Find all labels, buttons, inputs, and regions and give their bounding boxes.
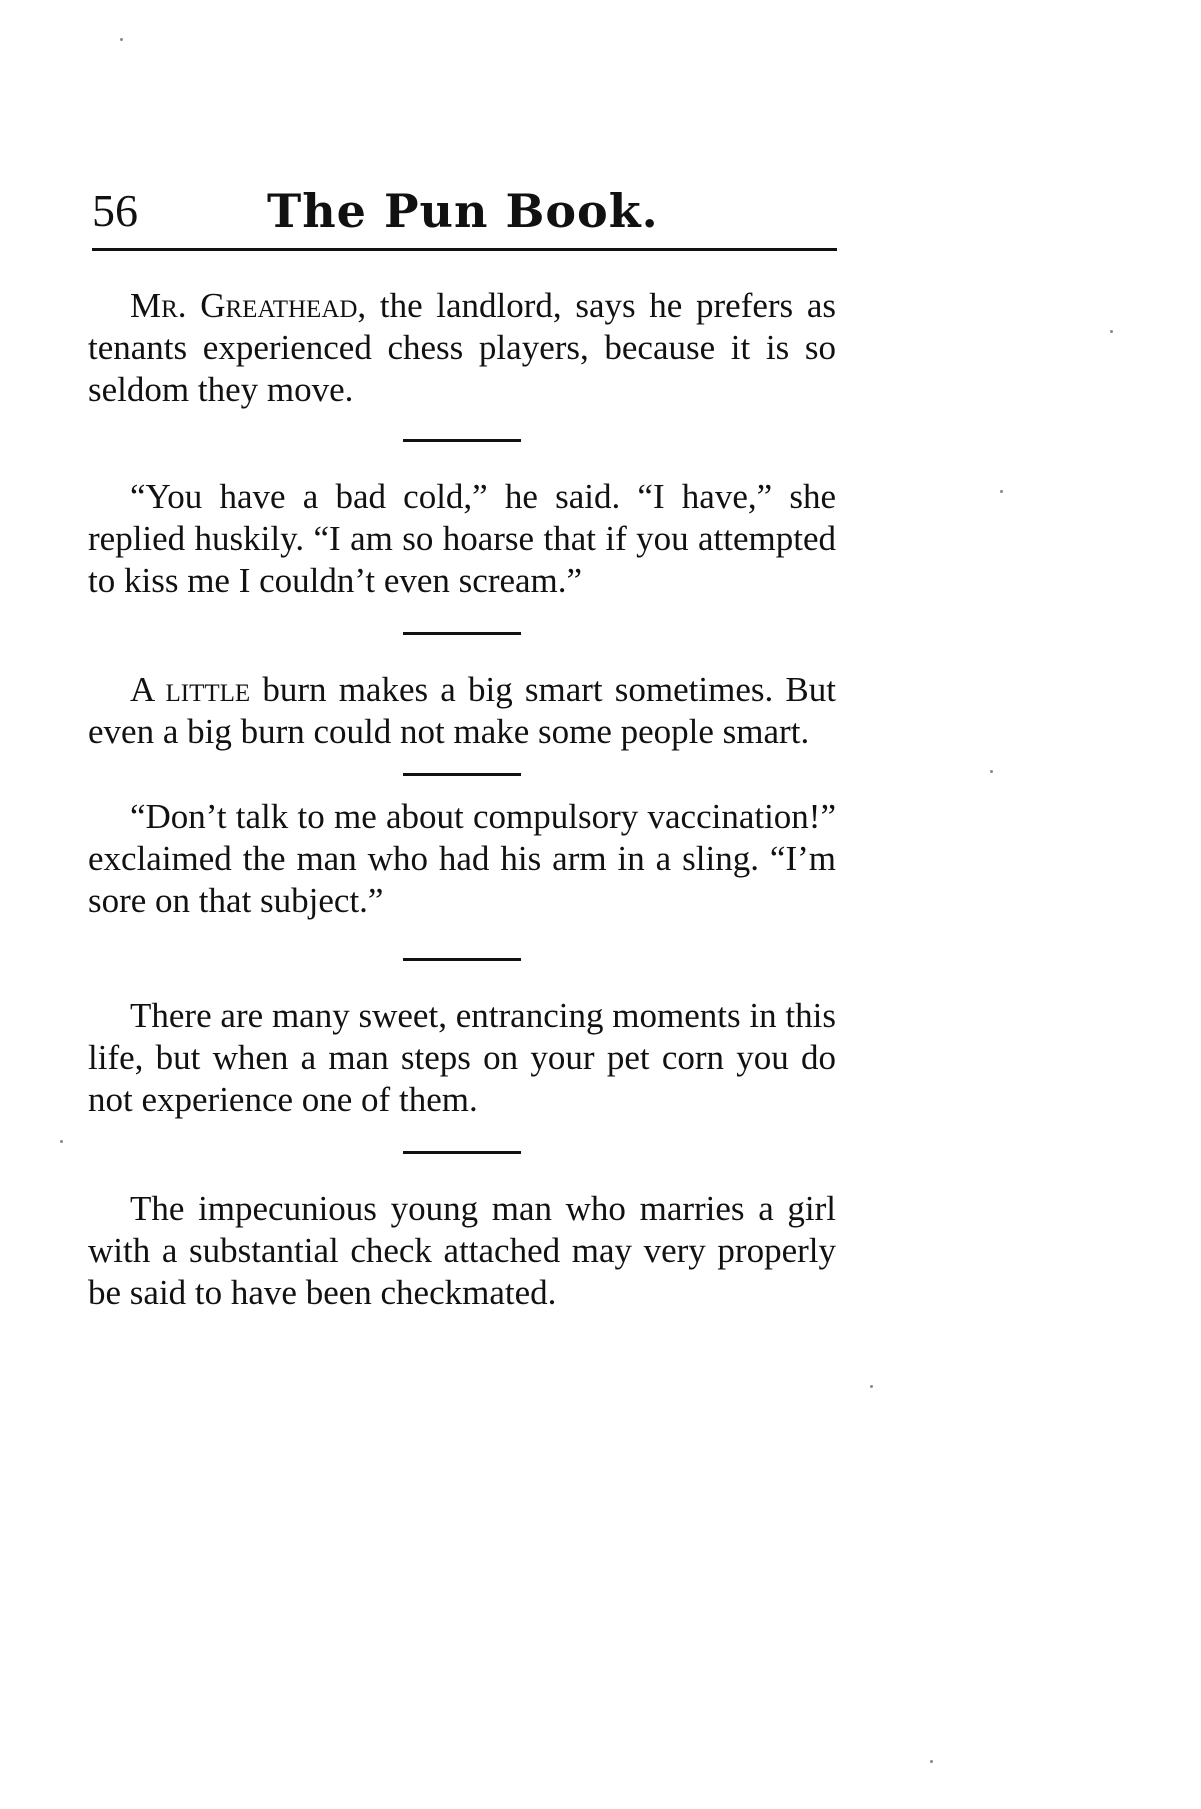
joke-text: burn makes a big smart sometimes. But even a big burn could not make some people smart.: [88, 670, 836, 751]
joke-lead: A little: [130, 670, 251, 709]
joke-text: There are many sweet, entrancing moments in this life, but when a man steps on your pet corn you do not experience one of them.: [88, 996, 836, 1119]
joke-paragraph: [88, 669, 836, 753]
scan-speck: [120, 38, 123, 41]
scan-speck: [930, 1760, 933, 1763]
joke-paragraph: [88, 1188, 836, 1314]
section-divider: [403, 632, 521, 635]
scan-speck: [1110, 330, 1113, 333]
joke-text: The impecunious young man who marries a girl with a substantial check attached may very properly be said to have been checkmated.: [88, 1189, 836, 1312]
running-title: The Pun Book.: [267, 184, 659, 238]
joke-paragraph: [88, 285, 836, 411]
section-divider: [403, 958, 521, 961]
section-divider: [403, 773, 521, 776]
scan-speck: [990, 770, 993, 773]
joke-paragraph: [88, 796, 836, 922]
section-divider: [403, 1151, 521, 1154]
scan-speck: [870, 1385, 873, 1388]
section-divider: [403, 439, 521, 442]
scan-speck: [1000, 490, 1003, 493]
page-header: [92, 180, 837, 251]
joke-text: “You have a bad cold,” he said. “I have,” she replied huskily. “I am so hoarse that if you attempted to kiss me I couldn’t even scream.”: [88, 477, 836, 600]
joke-paragraph: [88, 476, 836, 602]
joke-text: the landlord, says he prefers as tenants experienced chess players, because it is so seldom they move.: [88, 286, 836, 409]
scan-speck: [60, 1140, 63, 1143]
page-content: [88, 285, 836, 1314]
joke-lead: Mr. Greathead,: [130, 286, 367, 325]
joke-text: “Don’t talk to me about compulsory vaccination!” exclaimed the man who had his arm in a sling. “I’m sore on that subject.”: [88, 797, 836, 920]
page-number: 56: [92, 185, 138, 236]
joke-paragraph: [88, 995, 836, 1121]
